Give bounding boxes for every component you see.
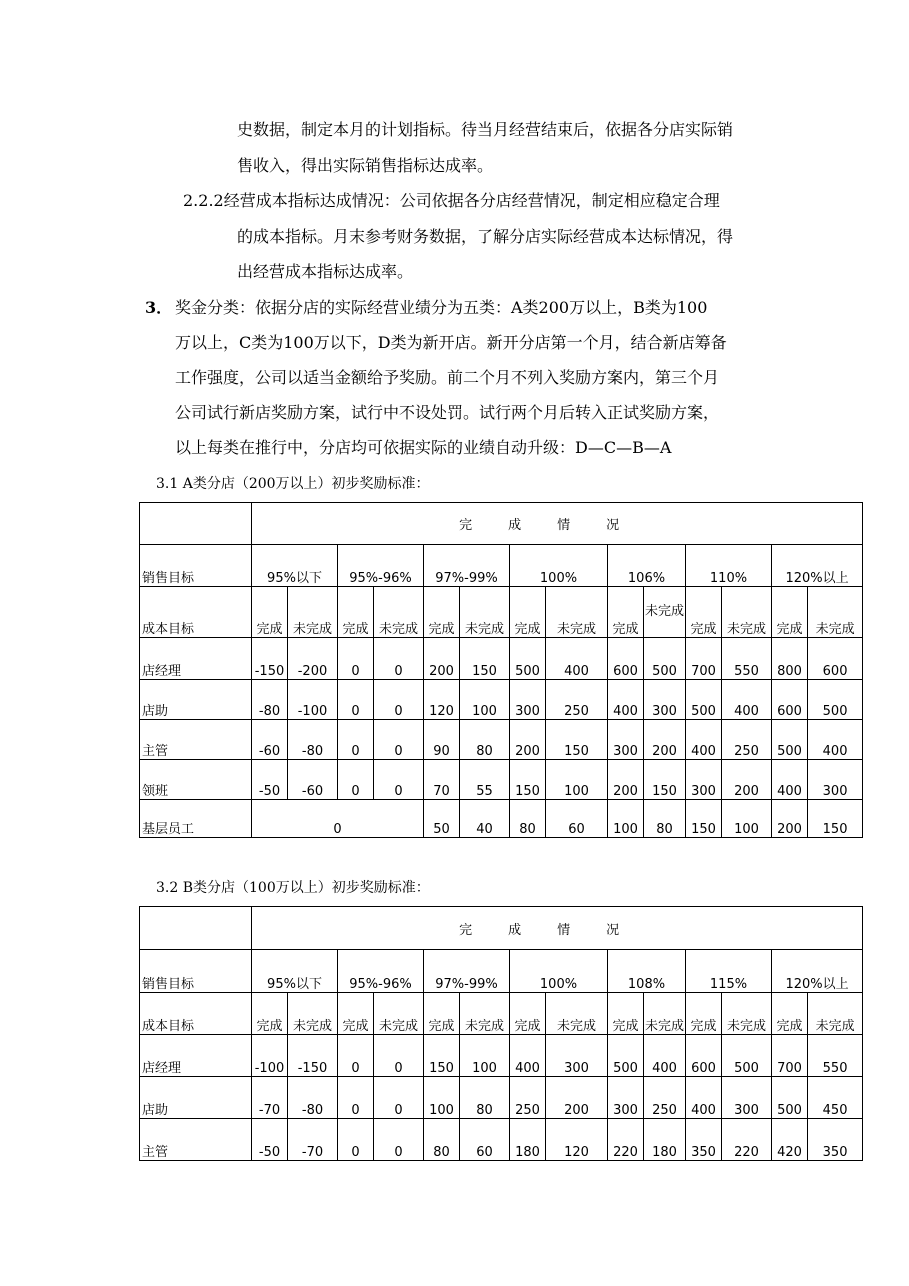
reward-value: 300	[644, 680, 686, 720]
reward-value: -100	[252, 1035, 288, 1077]
reward-value: -80	[288, 1077, 338, 1119]
sales-level: 115%	[686, 950, 772, 993]
cost-status: 未完成	[808, 587, 863, 638]
reward-value: 0	[338, 720, 374, 760]
reward-value: -80	[288, 720, 338, 760]
sales-level: 95%-96%	[338, 545, 424, 587]
reward-value: 450	[808, 1077, 863, 1119]
reward-value: 250	[510, 1077, 546, 1119]
reward-value: -70	[252, 1077, 288, 1119]
reward-value: 200	[608, 760, 644, 800]
reward-value: 350	[686, 1119, 722, 1161]
cost-status: 未完成	[644, 993, 686, 1035]
reward-value: 150	[808, 800, 863, 838]
paragraph-line: 万以上，C类为100万以下，D类为新开店。新开分店第一个月，结合新店筹备	[175, 333, 727, 352]
cost-status: 未完成	[288, 993, 338, 1035]
reward-value: 200	[722, 760, 772, 800]
cost-status: 完成	[510, 993, 546, 1035]
cost-status: 未完成	[374, 587, 424, 638]
sales-target-label: 销售目标	[140, 950, 252, 993]
reward-value: 150	[460, 638, 510, 680]
cost-status: 未完成	[460, 587, 510, 638]
reward-value: 100	[608, 800, 644, 838]
reward-value: 60	[460, 1119, 510, 1161]
reward-value: -80	[252, 680, 288, 720]
sales-level: 95%-96%	[338, 950, 424, 993]
reward-value: 0	[338, 1077, 374, 1119]
reward-value: 500	[772, 720, 808, 760]
sales-level: 97%-99%	[424, 545, 510, 587]
reward-value: 200	[424, 638, 460, 680]
role-label: 店助	[140, 680, 252, 720]
reward-value: 300	[608, 1077, 644, 1119]
role-label: 店助	[140, 1077, 252, 1119]
cost-target-label: 成本目标	[140, 587, 252, 638]
reward-value: 400	[644, 1035, 686, 1077]
reward-value: 120	[424, 680, 460, 720]
reward-value: 350	[808, 1119, 863, 1161]
reward-value: -70	[288, 1119, 338, 1161]
reward-value: 400	[772, 760, 808, 800]
reward-value: 80	[424, 1119, 460, 1161]
role-label: 领班	[140, 760, 252, 800]
sales-level: 95%以下	[252, 950, 338, 993]
cost-status: 完成	[252, 587, 288, 638]
sales-level: 95%以下	[252, 545, 338, 587]
reward-value: 0	[374, 680, 424, 720]
reward-value: 700	[772, 1035, 808, 1077]
reward-value: 80	[460, 720, 510, 760]
paragraph-line: 出经营成本指标达成率。	[237, 262, 414, 281]
reward-value: 220	[722, 1119, 772, 1161]
reward-value: 600	[772, 680, 808, 720]
reward-value: 600	[686, 1035, 722, 1077]
reward-value: 550	[808, 1035, 863, 1077]
reward-value: 0	[338, 638, 374, 680]
table-row	[140, 800, 863, 838]
reward-value: 100	[460, 1035, 510, 1077]
cost-status: 完成	[772, 993, 808, 1035]
cost-status: 完成	[608, 587, 644, 638]
reward-value: 180	[644, 1119, 686, 1161]
cost-status: 完成	[510, 587, 546, 638]
reward-value: 90	[424, 720, 460, 760]
reward-value: 500	[722, 1035, 772, 1077]
reward-value: 0	[374, 760, 424, 800]
cost-status: 未完成	[374, 993, 424, 1035]
paragraph-line: 公司试行新店奖励方案，试行中不设处罚。试行两个月后转入正试奖励方案，	[175, 403, 720, 422]
reward-value: 0	[374, 1035, 424, 1077]
reward-value: 400	[722, 680, 772, 720]
reward-value: 150	[510, 760, 546, 800]
cost-status: 未完成	[808, 993, 863, 1035]
sales-level: 106%	[608, 545, 686, 587]
reward-value: -150	[252, 638, 288, 680]
paragraph-line: 奖金分类：依据分店的实际经营业绩分为五类：A类200万以上，B类为100	[175, 298, 708, 317]
role-label: 基层员工	[140, 800, 252, 838]
table-row	[140, 680, 863, 720]
reward-value: 100	[460, 680, 510, 720]
reward-value: -60	[288, 760, 338, 800]
cost-status: 未完成	[460, 993, 510, 1035]
role-label: 主管	[140, 720, 252, 760]
table-row	[140, 638, 863, 680]
cost-status: 完成	[424, 993, 460, 1035]
reward-value: 180	[510, 1119, 546, 1161]
reward-value: -50	[252, 1119, 288, 1161]
reward-value: 300	[686, 760, 722, 800]
reward-value: 600	[808, 638, 863, 680]
corner-cell	[140, 907, 252, 950]
reward-value: 700	[686, 638, 722, 680]
paragraph-line: 史数据，制定本月的计划指标。待当月经营结束后，依据各分店实际销	[237, 120, 734, 139]
table-row	[140, 1035, 863, 1077]
reward-value: 80	[644, 800, 686, 838]
reward-value: 100	[424, 1077, 460, 1119]
sales-target-label: 销售目标	[140, 545, 252, 587]
reward-value: 400	[608, 680, 644, 720]
table-row	[140, 720, 863, 760]
sales-level: 120%以上	[772, 950, 863, 993]
reward-value: 500	[608, 1035, 644, 1077]
reward-value: 80	[460, 1077, 510, 1119]
cost-status: 完成	[424, 587, 460, 638]
reward-value: 0	[374, 638, 424, 680]
table-a	[139, 502, 863, 838]
reward-value: 120	[546, 1119, 608, 1161]
reward-value: 150	[424, 1035, 460, 1077]
sales-level: 97%-99%	[424, 950, 510, 993]
reward-value: 150	[686, 800, 722, 838]
table-row	[140, 1119, 863, 1161]
header-complete-label: 完成情况	[459, 922, 656, 938]
reward-value: 0	[374, 1119, 424, 1161]
reward-value: 0	[338, 680, 374, 720]
reward-value: 400	[686, 720, 722, 760]
cost-status: 完成	[772, 587, 808, 638]
reward-value: 500	[510, 638, 546, 680]
reward-value: 40	[460, 800, 510, 838]
reward-value: 60	[546, 800, 608, 838]
table-b	[139, 906, 863, 1161]
reward-value: 200	[510, 720, 546, 760]
sales-level: 108%	[608, 950, 686, 993]
cost-status: 完成	[686, 993, 722, 1035]
paragraph-line: 的成本指标。月末参考财务数据，了解分店实际经营成本达标情况，得	[237, 227, 734, 246]
cost-status: 未完成	[722, 993, 772, 1035]
cost-status: 完成	[252, 993, 288, 1035]
reward-value: 500	[772, 1077, 808, 1119]
reward-value: 400	[546, 638, 608, 680]
cost-status: 完成	[608, 993, 644, 1035]
role-label: 店经理	[140, 1035, 252, 1077]
reward-value: 250	[644, 1077, 686, 1119]
reward-value: 250	[546, 680, 608, 720]
cost-status: 完成	[338, 587, 374, 638]
reward-value: 300	[808, 760, 863, 800]
reward-value: 400	[686, 1077, 722, 1119]
cost-status: 未完成	[288, 587, 338, 638]
reward-value: 70	[424, 760, 460, 800]
reward-value: 200	[772, 800, 808, 838]
reward-value: 400	[510, 1035, 546, 1077]
reward-value: 0	[374, 1077, 424, 1119]
reward-value: 600	[608, 638, 644, 680]
reward-value: 50	[424, 800, 460, 838]
cost-status: 未完成	[722, 587, 772, 638]
reward-value: -200	[288, 638, 338, 680]
reward-value: 420	[772, 1119, 808, 1161]
section-number-3: 3．	[145, 298, 173, 317]
header-complete-status	[252, 503, 863, 545]
section-2-2-2: 2.2.2经营成本指标达成情况：公司依据各分店经营情况，制定相应稳定合理	[183, 191, 720, 210]
reward-value: 300	[546, 1035, 608, 1077]
reward-value: 200	[546, 1077, 608, 1119]
reward-value: 0	[338, 1119, 374, 1161]
reward-value: -100	[288, 680, 338, 720]
table-a-caption: 3.1 A类分店（200万以上）初步奖励标准：	[156, 476, 430, 492]
sales-level: 120%以上	[772, 545, 863, 587]
sales-level: 110%	[686, 545, 772, 587]
reward-value-merged: 0	[252, 800, 424, 838]
table-row	[140, 1077, 863, 1119]
reward-value: 100	[546, 760, 608, 800]
reward-value: 800	[772, 638, 808, 680]
reward-value: 550	[722, 638, 772, 680]
reward-value: 0	[374, 720, 424, 760]
reward-value: 500	[644, 638, 686, 680]
reward-value: 500	[686, 680, 722, 720]
header-complete-label: 完成情况	[459, 518, 656, 533]
reward-value: 150	[644, 760, 686, 800]
reward-value: 500	[808, 680, 863, 720]
reward-value: 300	[510, 680, 546, 720]
reward-value: -60	[252, 720, 288, 760]
cost-status: 完成	[686, 587, 722, 638]
corner-cell	[140, 503, 252, 545]
sales-level: 100%	[510, 545, 608, 587]
cost-status: 完成	[338, 993, 374, 1035]
paragraph-line: 以上每类在推行中，分店均可依据实际的业绩自动升级：D—C—B—A	[175, 438, 672, 457]
role-label: 店经理	[140, 638, 252, 680]
reward-value: 220	[608, 1119, 644, 1161]
reward-value: -150	[288, 1035, 338, 1077]
cost-status: 未完成	[644, 587, 686, 638]
reward-value: 80	[510, 800, 546, 838]
reward-value: 300	[722, 1077, 772, 1119]
reward-value: 300	[608, 720, 644, 760]
reward-value: 250	[722, 720, 772, 760]
reward-value: 0	[338, 760, 374, 800]
paragraph-line: 工作强度，公司以适当金额给予奖励。前二个月不列入奖励方案内，第三个月	[175, 368, 720, 387]
role-label: 主管	[140, 1119, 252, 1161]
reward-value: -50	[252, 760, 288, 800]
cost-target-label: 成本目标	[140, 993, 252, 1035]
header-complete-status	[252, 907, 863, 950]
cost-status: 未完成	[546, 587, 608, 638]
reward-value: 400	[808, 720, 863, 760]
table-row	[140, 760, 863, 800]
sales-level: 100%	[510, 950, 608, 993]
reward-value: 150	[546, 720, 608, 760]
reward-value: 200	[644, 720, 686, 760]
reward-value: 100	[722, 800, 772, 838]
reward-value: 55	[460, 760, 510, 800]
reward-value: 0	[338, 1035, 374, 1077]
paragraph-line: 售收入，得出实际销售指标达成率。	[237, 156, 494, 175]
cost-status: 未完成	[546, 993, 608, 1035]
table-b-caption: 3.2 B类分店（100万以上）初步奖励标准：	[156, 880, 430, 896]
